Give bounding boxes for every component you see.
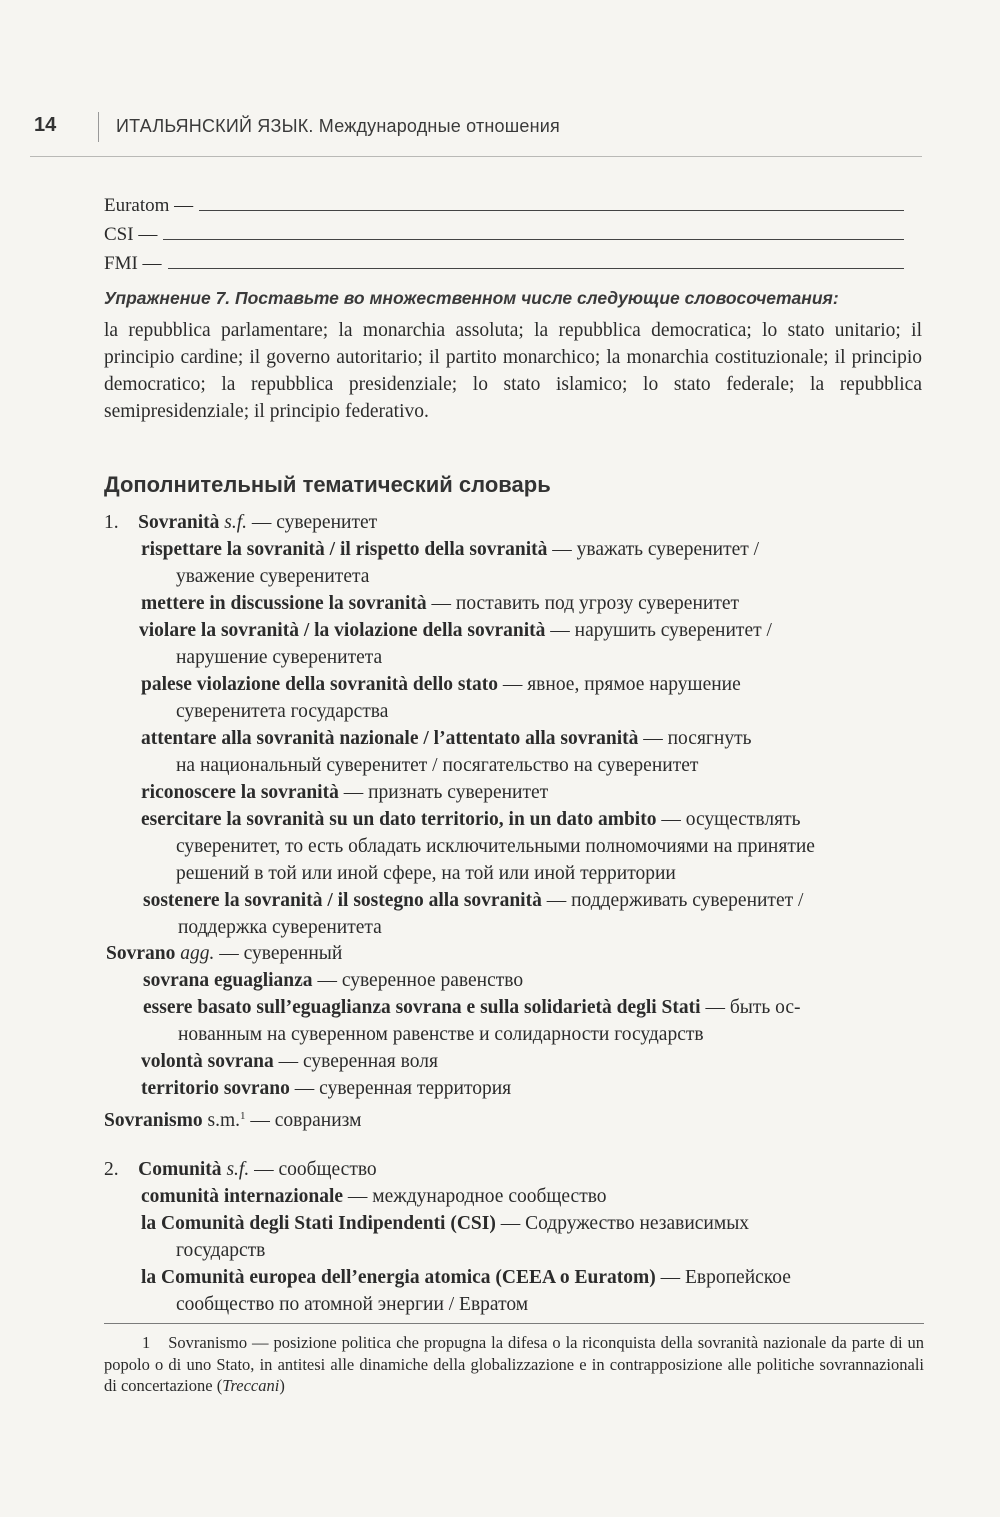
translation: — быть ос- [705, 997, 801, 1018]
dict-line [141, 591, 739, 618]
abbr-row-fmi [104, 246, 904, 275]
footnote-number: 1 [142, 1333, 151, 1352]
dict-line-cont [176, 834, 815, 861]
dict-line [141, 807, 801, 834]
page-header [30, 112, 922, 157]
translation: решений в той или иной сфере, на той или иной территории [176, 863, 676, 884]
grammar-note: s.f. [226, 1159, 250, 1180]
translation: нарушение суверенитета [176, 647, 383, 668]
translation: — Европейское [660, 1267, 791, 1288]
phrase: la Comunità europea dell’energia atomica (CEEA o Euratom) [141, 1267, 656, 1288]
translation: — поддерживать суверенитет / [546, 890, 804, 911]
entry-number: 2. [104, 1159, 119, 1180]
grammar-note: agg. [180, 943, 215, 964]
phrase: esercitare la sovranità su un dato territorio, in un dato ambito [141, 809, 657, 830]
dict-line [141, 1076, 511, 1103]
phrase: attentare alla sovranità nazionale / l’attentato alla sovranità [141, 728, 639, 749]
phrase: mettere in discussione la sovranità [141, 593, 427, 614]
translation: — поставить под угрозу суверенитет [431, 593, 740, 614]
translation: — Содружество независимых [500, 1213, 750, 1234]
footnote-ref[interactable]: 1 [240, 1110, 246, 1122]
phrase: la Comunità degli Stati Indipendenti (CSI) [141, 1213, 496, 1234]
entry-number: 1. [104, 512, 119, 533]
translation: — явное, прямое нарушение [502, 674, 741, 695]
footnote-source: Treccani [222, 1376, 280, 1395]
abbr-label: FMI — [104, 253, 162, 274]
abbreviation-blanks [104, 188, 904, 275]
translation: — суверенитет [251, 512, 378, 533]
answer-blank-line[interactable] [163, 239, 904, 240]
dict-subentry [104, 1103, 361, 1135]
abbr-label: CSI — [104, 224, 158, 245]
dict-line-cont [178, 1022, 704, 1049]
phrase: palese violazione della sovranità dello stato [141, 674, 498, 695]
translation: суверенитета государства [176, 701, 389, 722]
running-title: ИТАЛЬЯНСКИЙ ЯЗЫК. Международные отношения [116, 116, 560, 136]
translation: — посягнуть [643, 728, 752, 749]
grammar-note: s.m. [207, 1110, 240, 1131]
exercise-title: Упражнение 7. Поставьте во множественном числе следующие словосочетания: [104, 288, 839, 308]
abbr-label: Euratom — [104, 195, 194, 216]
dict-line-cont [176, 861, 676, 888]
dict-line [141, 780, 548, 807]
translation: — суверенный [219, 943, 343, 964]
dict-line [141, 672, 741, 699]
footnote [104, 1323, 924, 1449]
term: Comunità [138, 1159, 222, 1180]
dict-entry-heading [104, 1157, 377, 1184]
phrase: riconoscere la sovranità [141, 782, 339, 803]
phrase: rispettare la sovranità / il rispetto della sovranità [141, 539, 548, 560]
footnote-body: Sovranismo — posizione politica che propugna la difesa o la riconquista della sovranità nazionale da parte di un popolo o di uno Stato, in antitesi alle dinamiche della globalizzazione e in contrapposizione alle politiche sovrannazionali di concertazione ( [104, 1333, 924, 1395]
term: Sovranismo [104, 1110, 203, 1131]
dict-line [139, 618, 772, 645]
translation: — суверенная воля [278, 1051, 438, 1072]
footnote-close: ) [279, 1376, 285, 1395]
phrase: sostenere la sovranità / il sostegno alla sovranità [143, 890, 542, 911]
header-divider [98, 112, 99, 142]
term: Sovrano [106, 943, 176, 964]
translation: — нарушить суверенитет / [550, 620, 772, 641]
translation: нованным на суверенном равенстве и солидарности государств [178, 1024, 704, 1045]
dict-entry-heading [104, 510, 377, 537]
abbr-row-euratom [104, 188, 904, 217]
translation: на национальный суверенитет / посягательство на суверенитет [176, 755, 699, 776]
dict-line [141, 726, 752, 753]
phrase: essere basato sull’eguaglianza sovrana e sulla solidarietà degli Stati [143, 997, 701, 1018]
dict-line-cont [176, 753, 698, 780]
translation: — уважать суверенитет / [552, 539, 760, 560]
dict-line-cont [176, 1292, 528, 1319]
abbr-row-csi [104, 217, 904, 246]
exercise-7 [104, 288, 922, 425]
dict-line-cont [178, 915, 382, 942]
translation: государств [176, 1240, 266, 1261]
translation: — признать суверенитет [343, 782, 549, 803]
answer-blank-line[interactable] [168, 268, 904, 269]
dict-line-cont [176, 699, 388, 726]
dict-line [141, 1265, 791, 1292]
translation: — сообщество [254, 1159, 377, 1180]
dict-line-cont [176, 564, 369, 591]
dict-line-cont [176, 645, 382, 672]
translation: — суверенная территория [294, 1078, 512, 1099]
footnote-text [104, 1332, 924, 1397]
translation: — совранизм [250, 1110, 362, 1131]
translation: сообщество по атомной энергии / Евратом [176, 1294, 529, 1315]
dict-line [143, 995, 801, 1022]
translation: суверенитет, то есть обладать исключительными полномочиями на принятие [176, 836, 815, 857]
dict-line [143, 968, 523, 995]
phrase: territorio sovrano [141, 1078, 290, 1099]
answer-blank-line[interactable] [199, 210, 904, 211]
phrase: volontà sovrana [141, 1051, 274, 1072]
dict-line [141, 1184, 607, 1211]
translation: поддержка суверенитета [178, 917, 382, 938]
page-number: 14 [34, 114, 57, 136]
dict-line-cont [176, 1238, 265, 1265]
translation: — международное сообщество [347, 1186, 607, 1207]
phrase: comunità internazionale [141, 1186, 344, 1207]
dict-line [141, 1211, 749, 1238]
dict-subentry [106, 941, 342, 968]
grammar-note: s.f. [224, 512, 248, 533]
translation: — суверенное равенство [317, 970, 524, 991]
phrase: violare la sovranità / la violazione della sovranità [139, 620, 546, 641]
dict-line [141, 1049, 438, 1076]
term: Sovranità [138, 512, 220, 533]
section-title: Дополнительный тематический словарь [104, 472, 551, 497]
exercise-text: la repubblica parlamentare; la monarchia assoluta; la repubblica democratica; lo stato unitario; il principio cardine; il governo autoritario; il partito monarchico; la monarchia costituzionale; il principio democratico; la repubblica presidenziale; lo stato islamico; lo stato federale; la repubblica semipresidenziale; il principio federativo. [104, 320, 922, 422]
phrase: sovrana eguaglianza [143, 970, 313, 991]
dict-line [141, 537, 759, 564]
translation: уважение суверенитета [176, 566, 370, 587]
translation: — осуществлять [661, 809, 801, 830]
dict-line [143, 888, 803, 915]
